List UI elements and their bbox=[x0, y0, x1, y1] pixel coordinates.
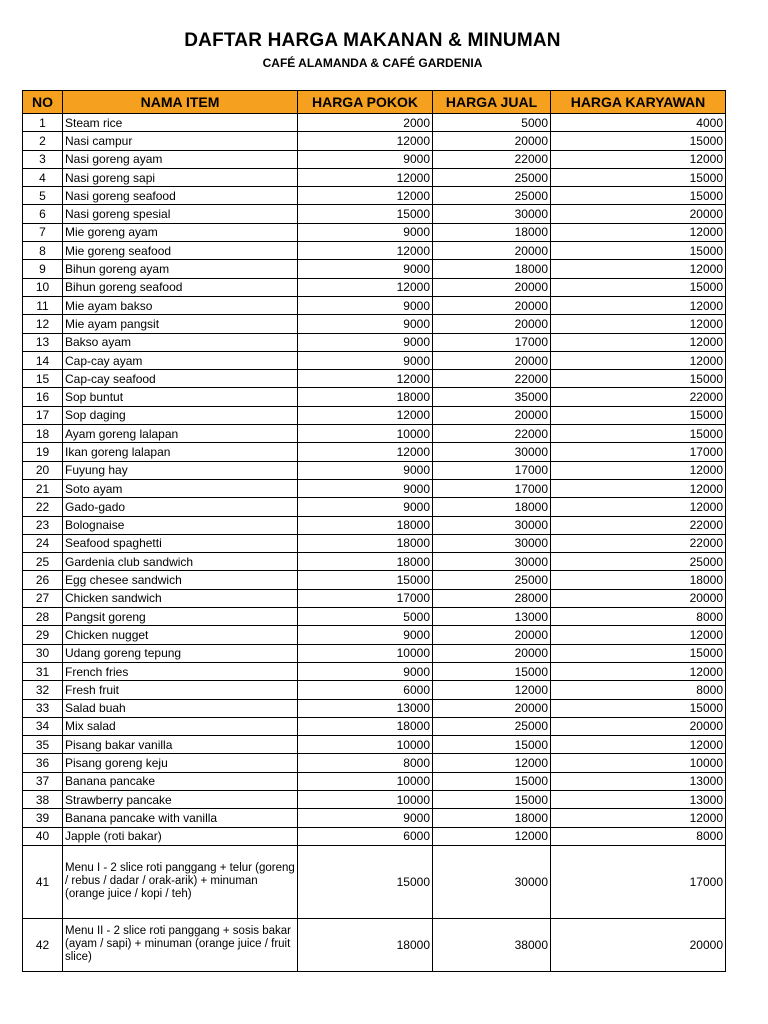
row-harga-karyawan: 15000 bbox=[551, 699, 726, 717]
row-harga-jual: 18000 bbox=[433, 223, 551, 241]
row-harga-jual: 12000 bbox=[433, 827, 551, 845]
table-row bbox=[23, 223, 726, 241]
row-harga-pokok: 6000 bbox=[298, 827, 433, 845]
table-row bbox=[23, 498, 726, 516]
row-harga-pokok: 13000 bbox=[298, 699, 433, 717]
row-harga-karyawan: 12000 bbox=[551, 223, 726, 241]
row-no: 40 bbox=[23, 827, 63, 845]
row-harga-karyawan: 12000 bbox=[551, 296, 726, 314]
row-no: 25 bbox=[23, 553, 63, 571]
table-row bbox=[23, 132, 726, 150]
table-row bbox=[23, 333, 726, 351]
row-harga-jual: 25000 bbox=[433, 571, 551, 589]
row-harga-pokok: 12000 bbox=[298, 406, 433, 424]
table-row bbox=[23, 589, 726, 607]
row-harga-pokok: 12000 bbox=[298, 242, 433, 260]
row-no: 12 bbox=[23, 315, 63, 333]
row-harga-pokok: 12000 bbox=[298, 443, 433, 461]
header-harga-karyawan: HARGA KARYAWAN bbox=[551, 91, 726, 114]
row-no: 29 bbox=[23, 626, 63, 644]
table-row bbox=[23, 516, 726, 534]
row-item-name: Chicken sandwich bbox=[63, 589, 298, 607]
row-no: 31 bbox=[23, 662, 63, 680]
row-harga-jual: 17000 bbox=[433, 461, 551, 479]
row-item-name: Sop buntut bbox=[63, 388, 298, 406]
row-no: 33 bbox=[23, 699, 63, 717]
row-harga-jual: 20000 bbox=[433, 644, 551, 662]
row-item-name: Cap-cay seafood bbox=[63, 370, 298, 388]
row-no: 21 bbox=[23, 479, 63, 497]
row-item-name: Nasi goreng ayam bbox=[63, 150, 298, 168]
table-row bbox=[23, 205, 726, 223]
row-harga-jual: 30000 bbox=[433, 443, 551, 461]
row-harga-pokok: 10000 bbox=[298, 772, 433, 790]
row-no: 32 bbox=[23, 681, 63, 699]
row-no: 20 bbox=[23, 461, 63, 479]
row-item-name: Bolognaise bbox=[63, 516, 298, 534]
row-harga-karyawan: 12000 bbox=[551, 498, 726, 516]
page-title: DAFTAR HARGA MAKANAN & MINUMAN bbox=[184, 30, 561, 51]
table-row bbox=[23, 260, 726, 278]
row-no: 34 bbox=[23, 717, 63, 735]
row-no: 26 bbox=[23, 571, 63, 589]
row-no: 4 bbox=[23, 168, 63, 186]
row-no: 6 bbox=[23, 205, 63, 223]
row-harga-pokok: 18000 bbox=[298, 388, 433, 406]
row-harga-karyawan: 15000 bbox=[551, 242, 726, 260]
row-no: 23 bbox=[23, 516, 63, 534]
row-harga-pokok: 9000 bbox=[298, 498, 433, 516]
table-row bbox=[23, 479, 726, 497]
row-no: 42 bbox=[23, 918, 63, 971]
table-row bbox=[23, 370, 726, 388]
row-harga-pokok: 9000 bbox=[298, 223, 433, 241]
row-harga-karyawan: 12000 bbox=[551, 260, 726, 278]
row-harga-pokok: 9000 bbox=[298, 626, 433, 644]
row-harga-karyawan: 12000 bbox=[551, 662, 726, 680]
row-harga-jual: 18000 bbox=[433, 498, 551, 516]
row-harga-jual: 18000 bbox=[433, 809, 551, 827]
row-item-name: Banana pancake bbox=[63, 772, 298, 790]
row-harga-jual: 22000 bbox=[433, 370, 551, 388]
row-item-name: French fries bbox=[63, 662, 298, 680]
row-harga-karyawan: 15000 bbox=[551, 132, 726, 150]
row-item-name: Pisang bakar vanilla bbox=[63, 736, 298, 754]
row-item-name: Nasi goreng seafood bbox=[63, 187, 298, 205]
row-harga-jual: 20000 bbox=[433, 406, 551, 424]
row-harga-pokok: 9000 bbox=[298, 260, 433, 278]
header-harga-jual: HARGA JUAL bbox=[433, 91, 551, 114]
row-no: 9 bbox=[23, 260, 63, 278]
table-row bbox=[23, 754, 726, 772]
row-harga-pokok: 12000 bbox=[298, 187, 433, 205]
table-row bbox=[23, 717, 726, 735]
row-no: 30 bbox=[23, 644, 63, 662]
row-harga-pokok: 12000 bbox=[298, 132, 433, 150]
row-harga-jual: 20000 bbox=[433, 699, 551, 717]
row-no: 24 bbox=[23, 534, 63, 552]
table-body bbox=[23, 114, 726, 972]
row-item-name: Menu I - 2 slice roti panggang + telur (goreng / rebus / dadar / orak-arik) + minuman (orange juice / kopi / teh) bbox=[63, 845, 298, 918]
table-row bbox=[23, 388, 726, 406]
table-row bbox=[23, 553, 726, 571]
row-no: 18 bbox=[23, 425, 63, 443]
row-harga-jual: 25000 bbox=[433, 187, 551, 205]
row-harga-karyawan: 10000 bbox=[551, 754, 726, 772]
row-harga-pokok: 18000 bbox=[298, 717, 433, 735]
row-harga-jual: 12000 bbox=[433, 754, 551, 772]
row-harga-pokok: 15000 bbox=[298, 205, 433, 223]
row-harga-pokok: 10000 bbox=[298, 644, 433, 662]
row-harga-jual: 22000 bbox=[433, 150, 551, 168]
row-harga-jual: 20000 bbox=[433, 242, 551, 260]
row-harga-pokok: 12000 bbox=[298, 278, 433, 296]
row-harga-jual: 17000 bbox=[433, 479, 551, 497]
row-no: 19 bbox=[23, 443, 63, 461]
row-harga-pokok: 15000 bbox=[298, 571, 433, 589]
row-harga-karyawan: 13000 bbox=[551, 790, 726, 808]
row-harga-jual: 20000 bbox=[433, 351, 551, 369]
table-row bbox=[23, 296, 726, 314]
table-row bbox=[23, 571, 726, 589]
row-no: 22 bbox=[23, 498, 63, 516]
row-harga-karyawan: 15000 bbox=[551, 278, 726, 296]
row-item-name: Bakso ayam bbox=[63, 333, 298, 351]
row-harga-pokok: 9000 bbox=[298, 479, 433, 497]
row-harga-pokok: 9000 bbox=[298, 296, 433, 314]
row-harga-jual: 12000 bbox=[433, 681, 551, 699]
table-row bbox=[23, 626, 726, 644]
table-row bbox=[23, 845, 726, 918]
row-no: 13 bbox=[23, 333, 63, 351]
table-row bbox=[23, 278, 726, 296]
row-harga-pokok: 9000 bbox=[298, 809, 433, 827]
row-harga-karyawan: 8000 bbox=[551, 681, 726, 699]
row-harga-karyawan: 22000 bbox=[551, 516, 726, 534]
row-harga-jual: 20000 bbox=[433, 132, 551, 150]
table-row bbox=[23, 242, 726, 260]
row-harga-karyawan: 12000 bbox=[551, 315, 726, 333]
row-harga-pokok: 18000 bbox=[298, 534, 433, 552]
row-no: 10 bbox=[23, 278, 63, 296]
row-item-name: Egg chesee sandwich bbox=[63, 571, 298, 589]
row-harga-karyawan: 13000 bbox=[551, 772, 726, 790]
row-harga-pokok: 10000 bbox=[298, 790, 433, 808]
row-harga-karyawan: 15000 bbox=[551, 187, 726, 205]
row-harga-pokok: 9000 bbox=[298, 461, 433, 479]
row-harga-karyawan: 12000 bbox=[551, 479, 726, 497]
table-row bbox=[23, 662, 726, 680]
table-row bbox=[23, 790, 726, 808]
row-item-name: Strawberry pancake bbox=[63, 790, 298, 808]
row-item-name: Ayam goreng lalapan bbox=[63, 425, 298, 443]
row-item-name: Chicken nugget bbox=[63, 626, 298, 644]
row-harga-jual: 20000 bbox=[433, 296, 551, 314]
row-harga-karyawan: 18000 bbox=[551, 571, 726, 589]
row-harga-pokok: 10000 bbox=[298, 425, 433, 443]
table-row bbox=[23, 681, 726, 699]
row-harga-karyawan: 12000 bbox=[551, 809, 726, 827]
row-harga-karyawan: 15000 bbox=[551, 644, 726, 662]
row-harga-pokok: 12000 bbox=[298, 168, 433, 186]
table-row bbox=[23, 644, 726, 662]
row-no: 1 bbox=[23, 114, 63, 132]
row-harga-jual: 18000 bbox=[433, 260, 551, 278]
row-harga-jual: 30000 bbox=[433, 534, 551, 552]
row-harga-pokok: 6000 bbox=[298, 681, 433, 699]
row-item-name: Bihun goreng seafood bbox=[63, 278, 298, 296]
row-harga-pokok: 8000 bbox=[298, 754, 433, 772]
row-harga-karyawan: 20000 bbox=[551, 918, 726, 971]
row-item-name: Soto ayam bbox=[63, 479, 298, 497]
table-row bbox=[23, 443, 726, 461]
row-item-name: Pisang goreng keju bbox=[63, 754, 298, 772]
row-harga-pokok: 17000 bbox=[298, 589, 433, 607]
row-no: 3 bbox=[23, 150, 63, 168]
row-no: 8 bbox=[23, 242, 63, 260]
row-harga-karyawan: 15000 bbox=[551, 406, 726, 424]
row-item-name: Pangsit goreng bbox=[63, 608, 298, 626]
row-item-name: Mie ayam pangsit bbox=[63, 315, 298, 333]
row-harga-karyawan: 12000 bbox=[551, 150, 726, 168]
header-harga-pokok: HARGA POKOK bbox=[298, 91, 433, 114]
row-no: 16 bbox=[23, 388, 63, 406]
row-harga-pokok: 15000 bbox=[298, 845, 433, 918]
row-no: 2 bbox=[23, 132, 63, 150]
row-item-name: Bihun goreng ayam bbox=[63, 260, 298, 278]
row-harga-karyawan: 20000 bbox=[551, 717, 726, 735]
row-harga-karyawan: 8000 bbox=[551, 827, 726, 845]
table-row bbox=[23, 918, 726, 971]
table-row bbox=[23, 827, 726, 845]
row-harga-jual: 30000 bbox=[433, 516, 551, 534]
row-harga-jual: 30000 bbox=[433, 205, 551, 223]
row-harga-jual: 30000 bbox=[433, 845, 551, 918]
row-harga-karyawan: 25000 bbox=[551, 553, 726, 571]
row-no: 35 bbox=[23, 736, 63, 754]
table-row bbox=[23, 168, 726, 186]
header-no: NO bbox=[23, 91, 63, 114]
row-item-name: Mie goreng ayam bbox=[63, 223, 298, 241]
table-row bbox=[23, 608, 726, 626]
table-row bbox=[23, 809, 726, 827]
header-nama-item: NAMA ITEM bbox=[63, 91, 298, 114]
row-harga-jual: 22000 bbox=[433, 425, 551, 443]
row-item-name: Nasi campur bbox=[63, 132, 298, 150]
row-no: 11 bbox=[23, 296, 63, 314]
row-harga-pokok: 10000 bbox=[298, 736, 433, 754]
row-no: 38 bbox=[23, 790, 63, 808]
row-harga-pokok: 9000 bbox=[298, 351, 433, 369]
table-row bbox=[23, 406, 726, 424]
row-harga-karyawan: 20000 bbox=[551, 589, 726, 607]
table-row bbox=[23, 351, 726, 369]
row-harga-karyawan: 12000 bbox=[551, 736, 726, 754]
row-item-name: Seafood spaghetti bbox=[63, 534, 298, 552]
row-harga-jual: 5000 bbox=[433, 114, 551, 132]
table-row bbox=[23, 534, 726, 552]
row-harga-karyawan: 12000 bbox=[551, 351, 726, 369]
table-row bbox=[23, 315, 726, 333]
page-subtitle: CAFÉ ALAMANDA & CAFÉ GARDENIA bbox=[262, 56, 483, 70]
row-harga-pokok: 12000 bbox=[298, 370, 433, 388]
row-harga-karyawan: 12000 bbox=[551, 333, 726, 351]
row-no: 41 bbox=[23, 845, 63, 918]
row-harga-jual: 13000 bbox=[433, 608, 551, 626]
row-harga-jual: 20000 bbox=[433, 315, 551, 333]
row-item-name: Mix salad bbox=[63, 717, 298, 735]
row-item-name: Sop daging bbox=[63, 406, 298, 424]
row-item-name: Mie ayam bakso bbox=[63, 296, 298, 314]
row-harga-karyawan: 12000 bbox=[551, 626, 726, 644]
row-item-name: Fuyung hay bbox=[63, 461, 298, 479]
row-item-name: Gardenia club sandwich bbox=[63, 553, 298, 571]
row-harga-pokok: 9000 bbox=[298, 333, 433, 351]
row-harga-karyawan: 17000 bbox=[551, 443, 726, 461]
row-harga-jual: 28000 bbox=[433, 589, 551, 607]
row-harga-pokok: 18000 bbox=[298, 918, 433, 971]
table-row bbox=[23, 187, 726, 205]
row-no: 37 bbox=[23, 772, 63, 790]
row-no: 15 bbox=[23, 370, 63, 388]
row-harga-jual: 20000 bbox=[433, 278, 551, 296]
row-harga-karyawan: 17000 bbox=[551, 845, 726, 918]
row-item-name: Nasi goreng spesial bbox=[63, 205, 298, 223]
row-item-name: Steam rice bbox=[63, 114, 298, 132]
row-harga-karyawan: 4000 bbox=[551, 114, 726, 132]
row-item-name: Japple (roti bakar) bbox=[63, 827, 298, 845]
table-row bbox=[23, 150, 726, 168]
row-no: 5 bbox=[23, 187, 63, 205]
row-item-name: Mie goreng seafood bbox=[63, 242, 298, 260]
row-harga-karyawan: 15000 bbox=[551, 168, 726, 186]
row-no: 14 bbox=[23, 351, 63, 369]
row-item-name: Fresh fruit bbox=[63, 681, 298, 699]
table-row bbox=[23, 772, 726, 790]
row-harga-karyawan: 15000 bbox=[551, 370, 726, 388]
row-harga-jual: 30000 bbox=[433, 553, 551, 571]
row-harga-pokok: 9000 bbox=[298, 150, 433, 168]
row-harga-jual: 25000 bbox=[433, 168, 551, 186]
row-harga-jual: 35000 bbox=[433, 388, 551, 406]
price-table bbox=[22, 90, 726, 972]
table-row bbox=[23, 425, 726, 443]
row-no: 7 bbox=[23, 223, 63, 241]
row-no: 27 bbox=[23, 589, 63, 607]
row-harga-jual: 25000 bbox=[433, 717, 551, 735]
table-row bbox=[23, 736, 726, 754]
row-no: 36 bbox=[23, 754, 63, 772]
row-harga-jual: 15000 bbox=[433, 772, 551, 790]
row-harga-jual: 15000 bbox=[433, 736, 551, 754]
row-harga-karyawan: 22000 bbox=[551, 388, 726, 406]
row-item-name: Ikan goreng lalapan bbox=[63, 443, 298, 461]
row-harga-karyawan: 15000 bbox=[551, 425, 726, 443]
row-harga-pokok: 2000 bbox=[298, 114, 433, 132]
row-harga-karyawan: 20000 bbox=[551, 205, 726, 223]
row-harga-pokok: 18000 bbox=[298, 553, 433, 571]
row-harga-karyawan: 22000 bbox=[551, 534, 726, 552]
row-harga-jual: 15000 bbox=[433, 790, 551, 808]
row-item-name: Udang goreng tepung bbox=[63, 644, 298, 662]
row-item-name: Cap-cay ayam bbox=[63, 351, 298, 369]
row-no: 17 bbox=[23, 406, 63, 424]
row-harga-pokok: 5000 bbox=[298, 608, 433, 626]
row-no: 39 bbox=[23, 809, 63, 827]
row-no: 28 bbox=[23, 608, 63, 626]
row-harga-karyawan: 12000 bbox=[551, 461, 726, 479]
table-row bbox=[23, 461, 726, 479]
row-item-name: Menu II - 2 slice roti panggang + sosis bakar (ayam / sapi) + minuman (orange juice / fruit slice) bbox=[63, 918, 298, 971]
table-header-row bbox=[23, 91, 726, 114]
table-row bbox=[23, 114, 726, 132]
row-harga-jual: 20000 bbox=[433, 626, 551, 644]
row-harga-pokok: 9000 bbox=[298, 662, 433, 680]
row-harga-pokok: 9000 bbox=[298, 315, 433, 333]
row-item-name: Salad buah bbox=[63, 699, 298, 717]
row-harga-jual: 38000 bbox=[433, 918, 551, 971]
row-item-name: Banana pancake with vanilla bbox=[63, 809, 298, 827]
row-harga-karyawan: 8000 bbox=[551, 608, 726, 626]
row-item-name: Gado-gado bbox=[63, 498, 298, 516]
row-harga-jual: 17000 bbox=[433, 333, 551, 351]
row-harga-pokok: 18000 bbox=[298, 516, 433, 534]
table-row bbox=[23, 699, 726, 717]
row-harga-jual: 15000 bbox=[433, 662, 551, 680]
row-item-name: Nasi goreng sapi bbox=[63, 168, 298, 186]
